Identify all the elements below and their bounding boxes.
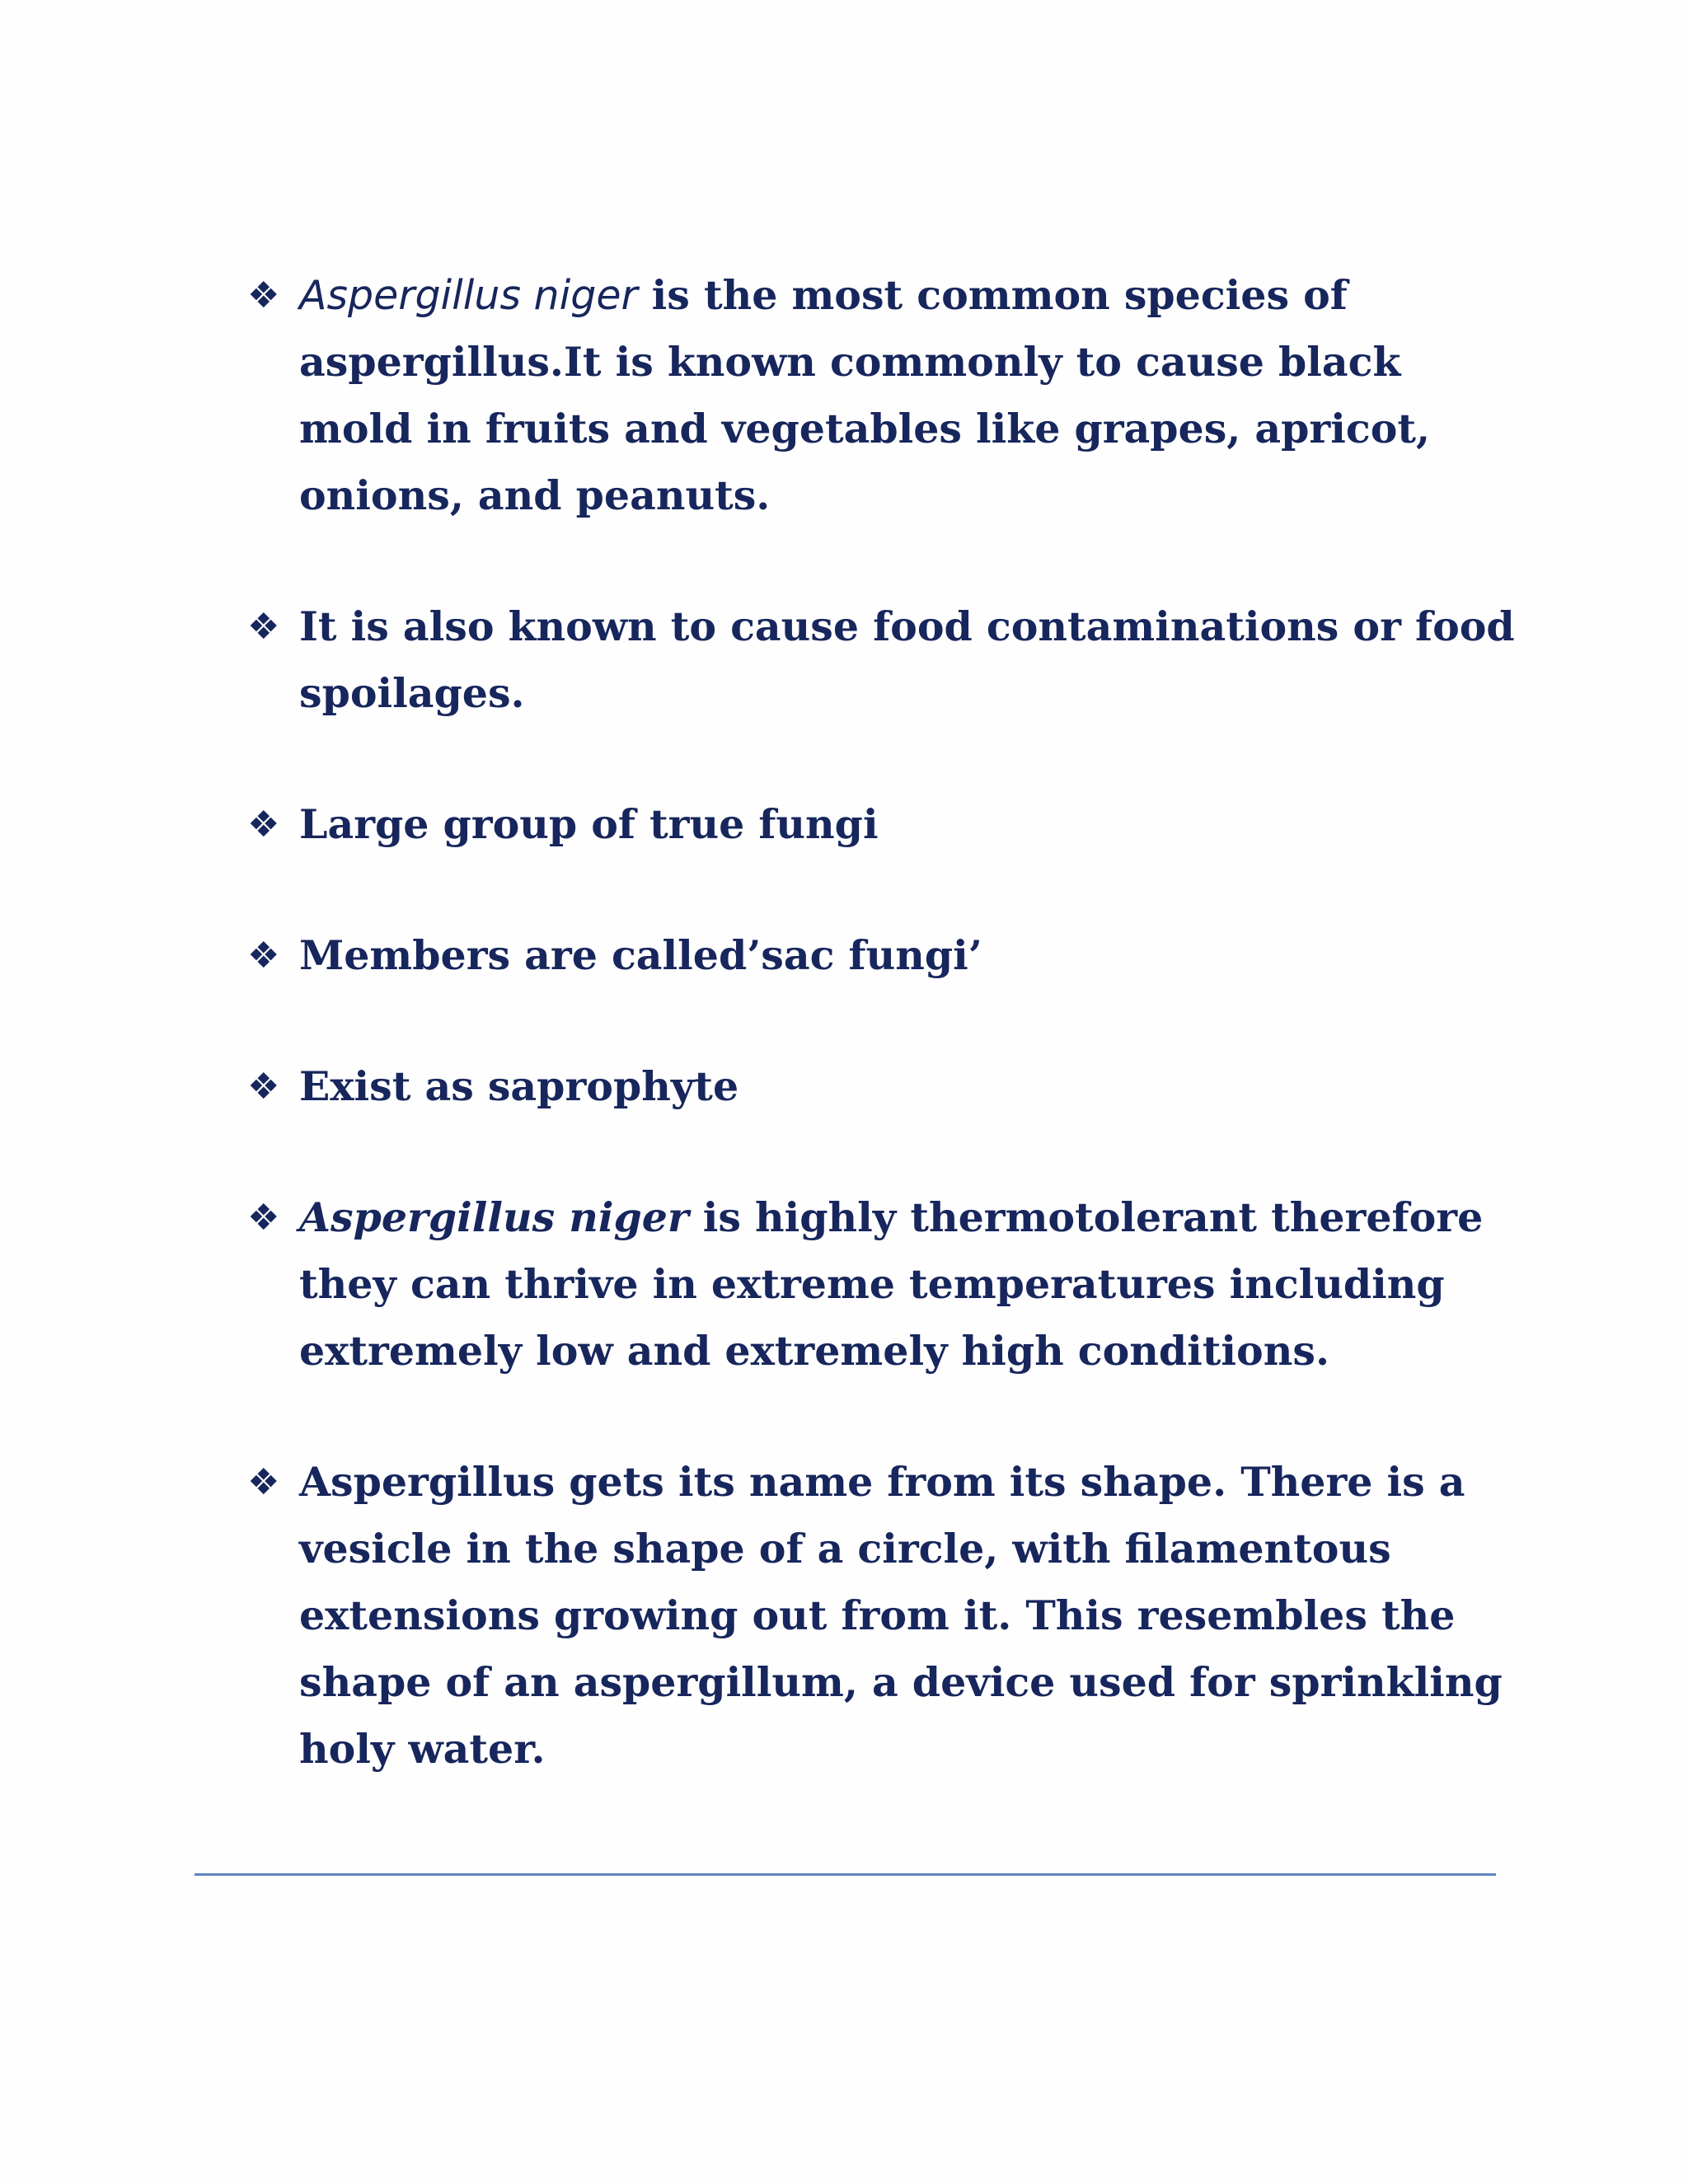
bullet-list xyxy=(247,262,1517,1847)
diamond-bullet-icon: ❖ xyxy=(247,1461,280,1503)
footer-divider xyxy=(195,1873,1496,1876)
diamond-bullet-icon: ❖ xyxy=(247,606,280,648)
bullet-text: Members are called’sac fungi’ xyxy=(299,931,982,979)
list-item xyxy=(247,1184,1517,1385)
diamond-bullet-icon: ❖ xyxy=(247,274,280,316)
diamond-bullet-icon: ❖ xyxy=(247,804,280,846)
list-item xyxy=(247,791,1517,858)
bullet-text: Large group of true fungi xyxy=(299,800,879,848)
bullet-text: Aspergillus gets its name from its shape. There is a vesicle in the shape of a circle, with filamentous extensions growing out from it. This resembles the shape of an aspergillum, a device used for sprinkling holy water. xyxy=(299,1458,1503,1773)
diamond-bullet-icon: ❖ xyxy=(247,1066,280,1108)
list-item xyxy=(247,1053,1517,1120)
list-item xyxy=(247,593,1517,727)
bullet-text: It is also known to cause food contaminations or food spoilages. xyxy=(299,602,1515,717)
bullet-text: is highly thermotolerant therefore they can thrive in extreme temperatures including extremely low and extremely high conditions. xyxy=(299,1193,1484,1375)
diamond-bullet-icon: ❖ xyxy=(247,935,280,977)
bullet-text: Exist as saprophyte xyxy=(299,1062,739,1110)
species-name: Aspergillus niger xyxy=(299,272,638,319)
bullet-text: is the most common species of aspergillus.It is known commonly to cause black mold in fruits and vegetables like grapes, apricot, onions, and peanuts. xyxy=(299,271,1431,519)
list-item xyxy=(247,1449,1517,1783)
list-item xyxy=(247,262,1517,529)
species-name: Aspergillus niger xyxy=(299,1193,689,1241)
diamond-bullet-icon: ❖ xyxy=(247,1197,280,1239)
list-item xyxy=(247,922,1517,989)
